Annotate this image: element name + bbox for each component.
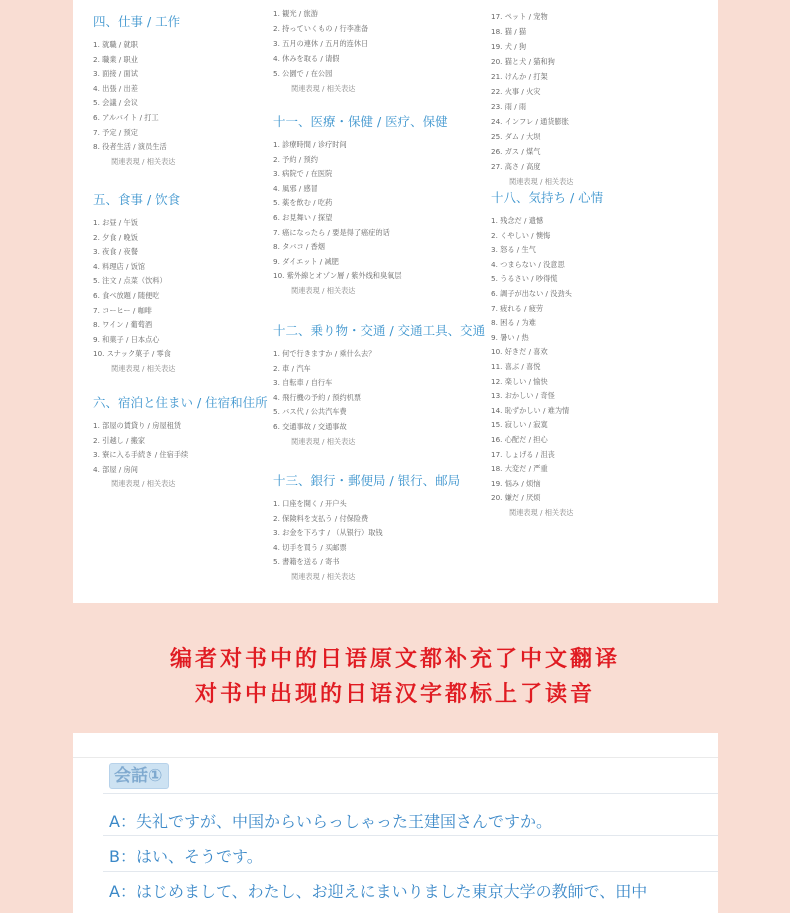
toc-item: 5. バス代 / 公共汽车费 <box>273 407 347 417</box>
toc-item: 3. お金を下ろす / （从银行）取钱 <box>273 528 383 538</box>
toc-item: 2. 引越し / 搬家 <box>93 435 146 445</box>
section-title: 十一、医療・保健 / 医疗、保健 <box>273 114 448 129</box>
toc-item: 3. 怒る / 生气 <box>491 245 536 255</box>
toc-item: 1. 診療時間 / 诊疗时间 <box>273 140 347 149</box>
toc-item: 25. ダム / 大坝 <box>491 132 541 141</box>
toc-item: 10. スナック菓子 / 零食 <box>93 349 171 359</box>
toc-item: 1. 部屋の賃貸り / 房屋租赁 <box>93 421 182 430</box>
related-expressions-link: 関連表現 / 相关表达 <box>291 572 356 581</box>
conversation-line-a2: A：はじめまして、わたし、お迎えにまいりました東京大学の教師で、田中 <box>109 882 648 901</box>
conversation-line-a1: A：失礼ですが、中国からいらっしゃった王建国さんですか。 <box>109 812 552 831</box>
toc-item: 3. 病院で / 在医院 <box>273 169 333 179</box>
toc-item: 1. 就職 / 就职 <box>93 40 138 49</box>
toc-item: 1. お昼 / 午饭 <box>93 218 138 227</box>
toc-item: 8. ワイン / 葡萄酒 <box>93 320 153 330</box>
toc-item: 5. 注文 / 点菜（饮料） <box>93 276 167 286</box>
divider <box>103 793 718 794</box>
toc-item: 3. 自転車 / 自行车 <box>273 378 333 388</box>
toc-item: 11. 喜ぶ / 喜悦 <box>491 362 541 371</box>
toc-item: 17. ペット / 宠物 <box>491 12 548 21</box>
toc-item: 5. 公園で / 在公园 <box>273 69 333 78</box>
toc-item: 6. アルバイト / 打工 <box>93 113 159 122</box>
toc-item: 12. 楽しい / 愉快 <box>491 376 548 386</box>
toc-item: 18. 猫 / 猫 <box>491 27 527 36</box>
toc-item: 1. 何で行きますか / 乘什么去？ <box>273 349 376 358</box>
toc-item: 4. 切手を買う / 买邮票 <box>273 542 347 552</box>
divider <box>103 871 718 872</box>
related-expressions-link: 関連表現 / 相关表达 <box>291 84 356 93</box>
toc-item: 6. 交通事故 / 交通事故 <box>273 422 347 431</box>
toc-item: 5. 会議 / 会议 <box>93 98 138 108</box>
section-title: 四、仕事 / 工作 <box>93 14 181 29</box>
divider <box>73 757 718 758</box>
toc-item: 8. 困る / 为难 <box>491 318 536 328</box>
related-expressions-link: 関連表現 / 相关表达 <box>291 436 356 446</box>
related-expressions-link: 関連表現 / 相关表达 <box>509 508 574 517</box>
section-title: 五、食事 / 饮食 <box>93 192 181 207</box>
toc-item: 4. 部屋 / 房间 <box>93 464 138 474</box>
toc-item: 20. 猫と犬 / 猫和狗 <box>491 57 555 66</box>
toc-item: 10. 紫外線とオゾン層 / 紫外线和臭氧层 <box>273 271 402 281</box>
related-expressions-link: 関連表現 / 相关表达 <box>291 286 356 295</box>
toc-item: 23. 雨 / 雨 <box>491 102 527 111</box>
toc-item: 5. 書籍を送る / 寄书 <box>273 557 340 567</box>
toc-item: 3. 五月の連休 / 五月的连休日 <box>273 39 369 48</box>
toc-item: 4. つまらない / 没意思 <box>491 259 565 269</box>
toc-item: 7. コーヒー / 咖啡 <box>93 305 152 315</box>
toc-item: 2. 持っていくもの / 行李准备 <box>273 24 369 33</box>
toc-item: 15. 寂しい / 寂寞 <box>491 420 548 430</box>
toc-item: 13. おかしい / 奇怪 <box>491 391 555 401</box>
toc-item: 24. インフレ / 通货膨胀 <box>491 117 569 126</box>
section-title: 十三、銀行・郵便局 / 银行、邮局 <box>273 473 461 488</box>
conversation-title: 会話① <box>109 763 169 789</box>
toc-item: 21. けんか / 打架 <box>491 72 548 81</box>
toc-item: 8. 役者生活 / 演员生活 <box>93 142 167 152</box>
toc-item: 3. 寮に入る手続き / 住宿手续 <box>93 450 189 460</box>
related-expressions-link: 関連表現 / 相关表达 <box>111 156 176 166</box>
toc-item: 20. 嫌だ / 厌烦 <box>491 493 541 503</box>
toc-item: 2. 予約 / 预约 <box>273 154 318 164</box>
toc-item: 10. 好きだ / 喜欢 <box>491 347 548 357</box>
banner-line-2: 对书中出现的日语汉字都标上了读音 <box>194 681 595 707</box>
related-expressions-link: 関連表現 / 相关表达 <box>111 364 176 373</box>
toc-item: 16. 心配だ / 担心 <box>491 435 548 444</box>
toc-item: 3. 夜食 / 夜餐 <box>93 247 138 257</box>
toc-item: 6. 調子が出ない / 没劲头 <box>491 289 572 298</box>
toc-item: 2. 職業 / 职业 <box>93 54 138 64</box>
table-of-contents-page <box>73 0 718 603</box>
toc-item: 18. 大変だ / 严重 <box>491 464 548 474</box>
toc-item: 8. タバコ / 香烟 <box>273 242 325 252</box>
divider <box>103 835 718 836</box>
related-expressions-link: 関連表現 / 相关表达 <box>509 177 574 186</box>
toc-item: 3. 面接 / 面试 <box>93 69 138 79</box>
toc-item: 1. 口座を開く / 开户头 <box>273 499 347 508</box>
toc-item: 1. 観光 / 旅游 <box>273 9 318 18</box>
related-expressions-link: 関連表現 / 相关表达 <box>111 479 176 489</box>
toc-item: 4. 出張 / 出差 <box>93 83 138 93</box>
conversation-page <box>73 733 718 913</box>
toc-item: 5. うるさい / 吵得慌 <box>491 274 558 284</box>
toc-item: 9. ダイエット / 减肥 <box>273 256 339 266</box>
banner-line-1: 编者对书中的日语原文都补充了中文翻译 <box>169 646 620 672</box>
toc-item: 9. 暑い / 热 <box>491 332 529 342</box>
toc-item: 2. くやしい / 懊悔 <box>491 230 551 240</box>
conversation-line-b1: B：はい、そうです。 <box>109 847 263 866</box>
toc-item: 6. お見舞い / 探望 <box>273 213 333 222</box>
toc-item: 2. 夕食 / 晚饭 <box>93 232 138 242</box>
toc-item: 7. 癌になったら / 要是得了癌症的话 <box>273 227 390 237</box>
section-title: 十八、気持ち / 心情 <box>491 190 604 205</box>
toc-item: 27. 高さ / 高度 <box>491 162 541 171</box>
toc-item: 9. 和菓子 / 日本点心 <box>93 334 160 344</box>
toc-item: 2. 車 / 汽车 <box>273 363 311 373</box>
toc-item: 26. ガス / 煤气 <box>491 147 541 156</box>
toc-item: 4. 風邪 / 感冒 <box>273 183 318 193</box>
toc-item: 6. 食べ放題 / 随便吃 <box>93 291 160 300</box>
toc-item: 1. 残念だ / 遗憾 <box>491 216 544 225</box>
toc-item: 7. 疲れる / 疲劳 <box>491 303 544 313</box>
toc-item: 4. 休みを取る / 请假 <box>273 54 340 63</box>
toc-item: 7. 予定 / 预定 <box>93 127 138 137</box>
toc-item: 19. 犬 / 狗 <box>491 42 527 51</box>
toc-item: 19. 悩み / 烦恼 <box>491 478 541 488</box>
toc-item: 14. 恥ずかしい / 难为情 <box>491 405 570 415</box>
toc-item: 4. 飛行機の予約 / 预约机票 <box>273 392 362 402</box>
toc-item: 2. 保険料を支払う / 付保险费 <box>273 513 369 523</box>
section-title: 六、宿泊と住まい / 住宿和住所 <box>93 395 268 410</box>
section-title: 十二、乗り物・交通 / 交通工具、交通 <box>273 323 486 338</box>
toc-item: 22. 火事 / 火灾 <box>491 87 541 96</box>
toc-item: 5. 薬を飲む / 吃药 <box>273 198 333 208</box>
toc-item: 4. 料理店 / 饭馆 <box>93 261 146 271</box>
toc-item: 17. しょげる / 沮丧 <box>491 449 555 459</box>
